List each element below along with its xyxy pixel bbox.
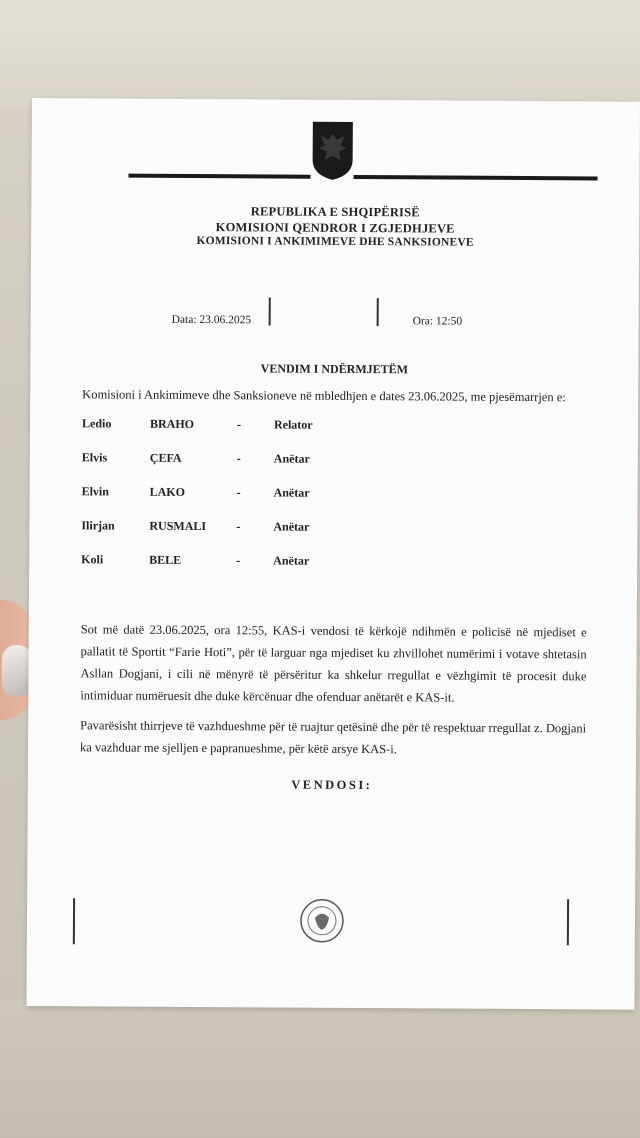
member-row bbox=[82, 450, 382, 468]
document-title: VENDIM I NDËRMJETËM bbox=[260, 361, 409, 377]
member-role: Anëtar bbox=[273, 519, 310, 534]
decision-heading: VENDOSI: bbox=[291, 777, 373, 793]
margin-bar-left bbox=[73, 898, 75, 944]
header-republic: REPUBLIKA E SHQIPËRISË bbox=[250, 204, 420, 220]
member-last-name: LAKO bbox=[149, 484, 185, 499]
member-dash: - bbox=[236, 417, 242, 432]
header-rule-left bbox=[129, 174, 311, 179]
member-last-name: BELE bbox=[149, 552, 182, 567]
intro-text: Komisioni i Ankimimeve dhe Sanksioneve në mbledhjen e dates 23.06.2025, me pjesëmarrjen e: bbox=[82, 387, 566, 405]
official-stamp-icon bbox=[299, 898, 345, 944]
member-first-name: Koli bbox=[81, 552, 104, 567]
background-wall bbox=[0, 0, 640, 110]
member-role: Anëtar bbox=[273, 451, 310, 466]
document-page bbox=[26, 98, 640, 1010]
member-role: Anëtar bbox=[273, 485, 310, 500]
member-last-name: RUSMALI bbox=[149, 518, 207, 534]
member-first-name: Ilirjan bbox=[81, 518, 115, 533]
member-first-name: Elvin bbox=[81, 484, 109, 499]
header-rule-right bbox=[354, 175, 598, 180]
divider-bar bbox=[269, 297, 271, 325]
member-first-name: Elvis bbox=[81, 450, 108, 465]
member-dash: - bbox=[236, 451, 241, 466]
member-row bbox=[81, 518, 381, 536]
member-role: Anëtar bbox=[273, 553, 310, 568]
header-subcommission: KOMISIONI I ANKIMIMEVE DHE SANKSIONEVE bbox=[196, 235, 474, 249]
member-dash: - bbox=[236, 553, 241, 568]
background-table bbox=[0, 1000, 640, 1138]
divider-bar bbox=[377, 298, 379, 326]
body-paragraph-1: Sot më datë 23.06.2025, ora 12:55, KAS-i vendosi të kërkojë ndihmën e policisë në mjediset e pallatit të Sportit “Farie Hoti”, për të larguar nga mjediset ku zhvillohet numërimi i votave shtetasin Asllan Dogjani, i cili në mënyrë të përsëritur ka shkelur rregullat e vëzhgimit të procesit duke intimiduar numëruesit dhe duke kërcënuar dhe ofenduar anëtarët e KAS-it. bbox=[80, 622, 587, 705]
body-paragraph-2: Pavarësisht thirrjeve të vazhdueshme për të ruajtur qetësinë dhe për të respektuar rregullat z. Dogjani ka vazhduar me sjelljen e papranueshme, për këtë arsye KAS-i. bbox=[79, 718, 587, 757]
albania-eagle-emblem-icon bbox=[310, 120, 354, 182]
header-commission: KOMISIONI QENDROR I ZGJEDHJEVE bbox=[215, 220, 455, 236]
member-role: Relator bbox=[273, 417, 313, 432]
member-dash: - bbox=[236, 519, 241, 534]
member-row bbox=[82, 416, 382, 434]
document-time: Ora: 12:50 bbox=[412, 315, 463, 328]
document-date: Data: 23.06.2025 bbox=[171, 313, 252, 327]
member-dash: - bbox=[236, 485, 241, 500]
member-last-name: BRAHO bbox=[149, 416, 195, 431]
member-row bbox=[82, 484, 382, 502]
member-last-name: ÇEFA bbox=[149, 450, 182, 465]
member-first-name: Ledio bbox=[81, 416, 112, 431]
member-row bbox=[81, 552, 381, 570]
margin-bar-right bbox=[567, 899, 569, 945]
